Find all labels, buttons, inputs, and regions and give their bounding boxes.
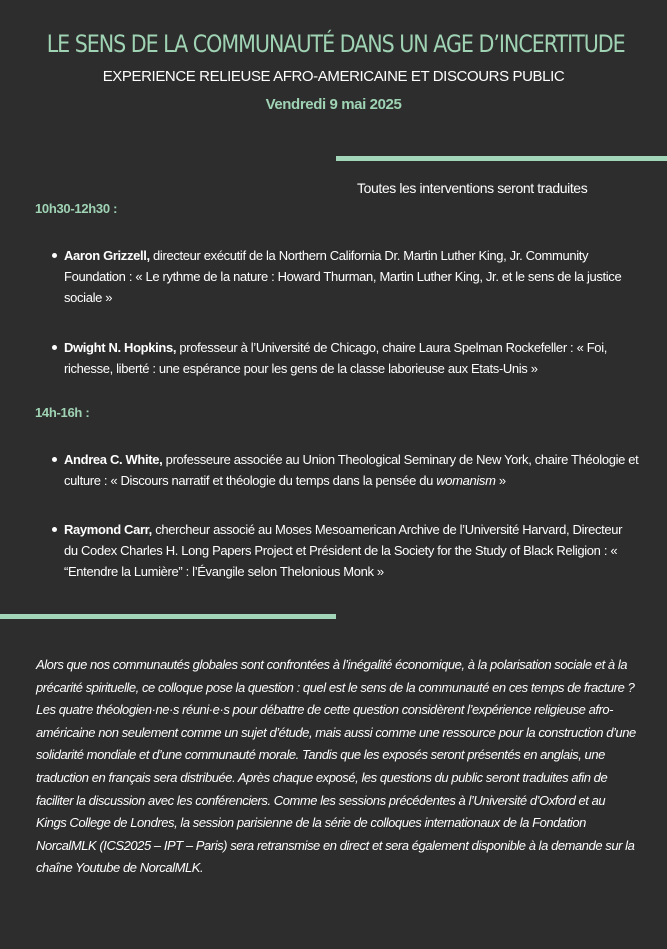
speaker-details-end: »: [495, 473, 506, 488]
speaker-details: professeure associée au Union Theological Seminary de New York, chaire Théologie et culture : « Discours narratif et théologie du temps dans la pensée du: [64, 452, 639, 488]
event-summary: Alors que nos communautés globales sont confrontées à l’inégalité économique, à la polarisation sociale et à la précarité spirituelle, ce colloque pose la question : quel est le sens de la communauté en ces temps de fracture ? Les quatre théologien·ne·s réuni·e·s pour débattre de cette question considèrent l’expérience religieuse afro-américaine non seulement comme un sujet d’étude, mais aussi comme une ressource pour la construction d’une solidarité mondiale et d’une communauté morale. Tandis que les exposés seront présentés en anglais, une traduction en français sera distribuée. Après chaque exposé, les questions du public seront traduites afin de faciliter la discussion avec les conférenciers. Comme les sessions précédentes à l’Université d’Oxford et au Kings College de Londres, la session parisienne de la série de colloques internationaux de la Fondation NorcalMLK (ICS2025 – IPT – Paris) sera retransmise en direct et sera également disponible à la demande sur la chaîne Youtube de NorcalMLK.: [36, 657, 636, 876]
translation-note: Toutes les interventions seront traduites: [357, 180, 588, 196]
speaker-details-emphasis: womanism: [436, 473, 496, 488]
event-date: Vendredi 9 mai 2025: [265, 96, 402, 113]
event-subtitle: EXPERIENCE RELIEUSE AFRO-AMERICAINE ET DISCOURS PUBLIC: [102, 68, 565, 85]
speaker-item: [64, 519, 639, 582]
speaker-name: Raymond Carr,: [64, 522, 152, 537]
speaker-name: Dwight N. Hopkins,: [64, 340, 177, 355]
speaker-name: Aaron Grizzell,: [64, 248, 150, 263]
session-time-afternoon: 14h-16h :: [35, 405, 90, 420]
bottom-divider: [0, 614, 336, 619]
event-title: LE SENS DE LA COMMUNAUTÉ DANS UN AGE D’INCERTITUDE: [46, 30, 625, 58]
speaker-name: Andrea C. White,: [64, 452, 163, 467]
session-time-morning: 10h30-12h30 :: [35, 201, 118, 216]
speaker-item: [64, 449, 639, 491]
speaker-details: professeur à l’Université de Chicago, chaire Laura Spelman Rockefeller : « Foi, richesse, liberté : une espérance pour les gens de la classe laborieuse aux Etats-Unis »: [64, 340, 607, 376]
speaker-item: [64, 245, 639, 308]
top-divider: [336, 156, 667, 161]
speaker-item: [64, 337, 639, 379]
speaker-details: chercheur associé au Moses Mesoamerican Archive de l’Université Harvard, Directeur du Codex Charles H. Long Papers Project et Président de la Society for the Study of Black Religion : « “Entendre la Lumière” : l’Évangile selon Thelonious Monk »: [64, 522, 623, 579]
speaker-details: directeur exécutif de la Northern California Dr. Martin Luther King, Jr. Community Foundation : « Le rythme de la nature : Howard Thurman, Martin Luther King, Jr. et le sens de la justice sociale »: [64, 248, 622, 305]
